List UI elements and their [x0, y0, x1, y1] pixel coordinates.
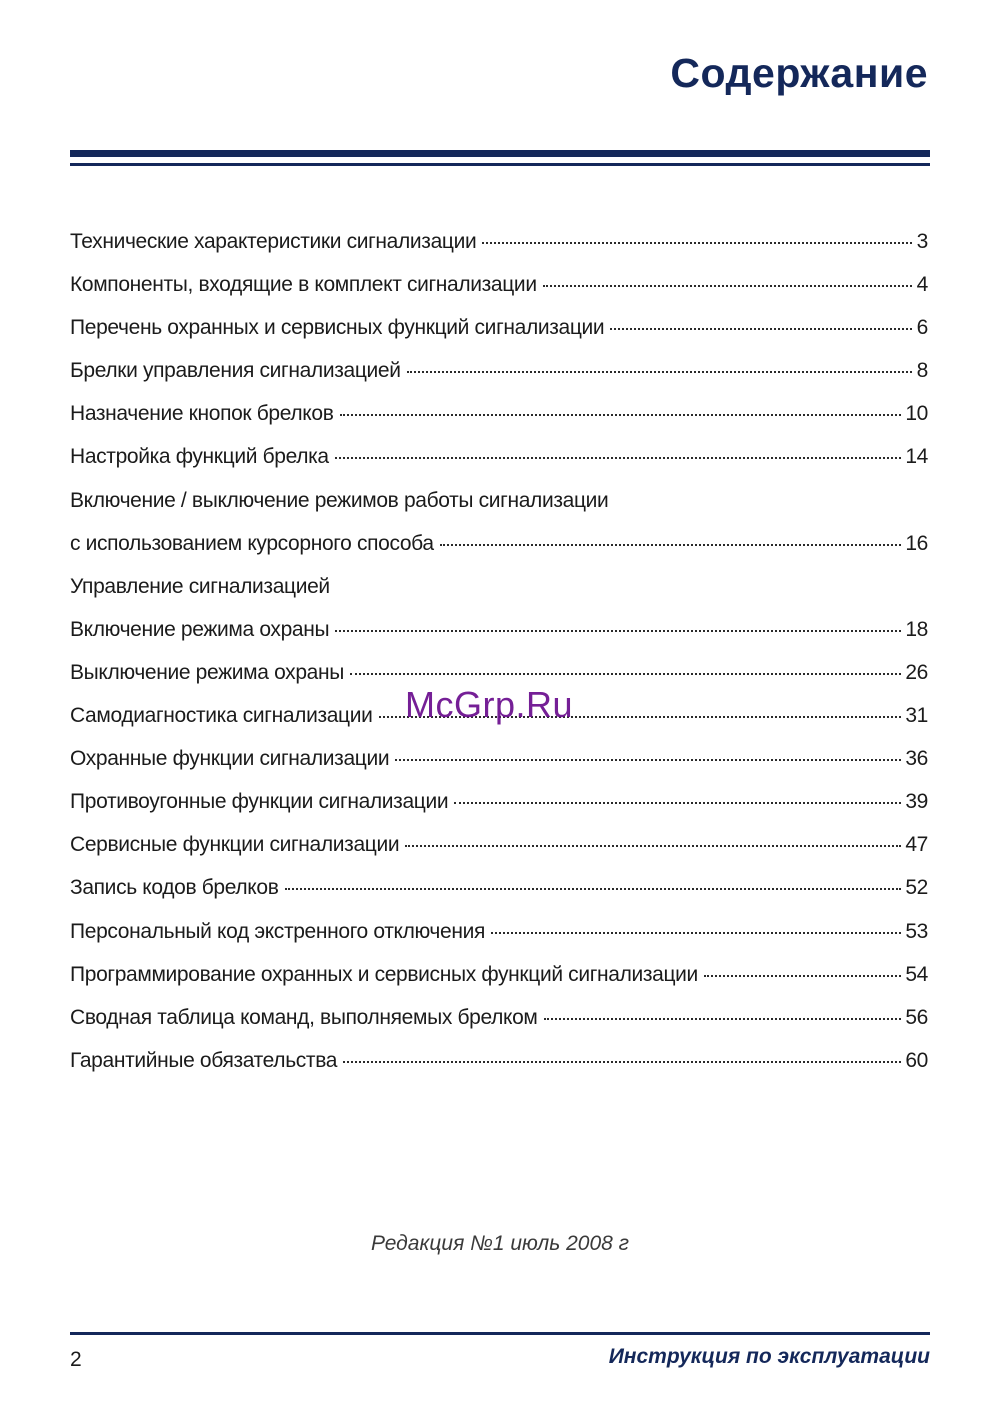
toc-entry[interactable]	[70, 780, 928, 823]
toc-leader-dots	[491, 932, 901, 934]
toc-entry-title: Перечень охранных и сервисных функций сигнализации	[70, 316, 605, 340]
toc-entry[interactable]	[70, 306, 928, 349]
toc-leader-dots	[335, 457, 902, 459]
toc-entry-page: 3	[916, 230, 928, 253]
toc-entry[interactable]	[70, 522, 928, 565]
toc-entry-page: 8	[916, 359, 928, 383]
toc-leader-dots	[343, 1061, 901, 1063]
toc-entry[interactable]	[70, 823, 928, 866]
toc-entry-page: 39	[905, 790, 928, 814]
watermark: McGrp.Ru	[405, 684, 574, 725]
toc-entry-title: Персональный код экстренного отключения	[70, 919, 485, 943]
toc-entry-page: 10	[905, 402, 928, 426]
toc-entry-title: Включение режима охраны	[70, 617, 330, 641]
toc-entry[interactable]	[70, 953, 928, 996]
toc-entry[interactable]	[70, 263, 928, 306]
toc-entry-title: Включение / выключение режимов работы сигнализации	[70, 488, 609, 512]
toc-leader-dots	[610, 328, 912, 330]
toc-entry-title: Управление сигнализацией	[70, 574, 330, 598]
toc-leader-dots	[454, 802, 901, 804]
table-of-contents	[70, 220, 928, 1082]
page-title: Содержание	[670, 50, 928, 96]
toc-entry-title: Настройка функций брелка	[70, 445, 329, 469]
toc-entry-page: 52	[905, 876, 928, 900]
toc-entry-page: 47	[905, 833, 928, 857]
toc-entry-title: Противоугонные функции сигнализации	[70, 790, 449, 814]
footer-rule	[70, 1332, 930, 1335]
toc-entry-title: Гарантийные обязательства	[70, 1048, 338, 1072]
toc-leader-dots	[395, 759, 901, 761]
toc-entry[interactable]	[70, 479, 928, 522]
toc-entry[interactable]	[70, 1039, 928, 1082]
toc-entry-title: Сервисные функции сигнализации	[70, 833, 400, 857]
toc-leader-dots	[543, 285, 912, 287]
toc-entry-title: Охранные функции сигнализации	[70, 747, 390, 771]
footer-title: Инструкция по эксплуатации	[608, 1345, 930, 1368]
toc-leader-dots	[544, 1018, 902, 1020]
toc-entry-page: 54	[905, 962, 928, 986]
toc-entry-page: 31	[905, 704, 928, 728]
toc-entry-page: 60	[905, 1048, 928, 1072]
header-rule-thick	[70, 150, 930, 157]
toc-entry-page: 14	[905, 445, 928, 469]
toc-entry[interactable]	[70, 866, 928, 909]
toc-entry-title: Сводная таблица команд, выполняемых брелком	[70, 1005, 538, 1029]
toc-entry-page: 4	[916, 273, 928, 297]
toc-entry-page: 36	[905, 747, 928, 771]
toc-entry-title: Самодиагностика сигнализации	[70, 704, 373, 728]
toc-entry-page: 56	[905, 1005, 928, 1029]
toc-entry-title: с использованием курсорного способа	[70, 531, 434, 555]
toc-leader-dots	[405, 845, 901, 847]
edition-note: Редакция №1 июль 2008 г	[370, 1232, 630, 1255]
toc-leader-dots	[285, 888, 902, 890]
toc-entry[interactable]	[70, 435, 928, 478]
toc-entry-page: 6	[916, 316, 928, 340]
toc-entry[interactable]	[70, 220, 928, 263]
toc-entry[interactable]	[70, 737, 928, 780]
toc-entry[interactable]	[70, 565, 928, 608]
toc-leader-dots	[440, 544, 902, 546]
toc-entry[interactable]	[70, 608, 928, 651]
toc-entry-title: Технические характеристики сигнализации	[70, 230, 477, 253]
toc-entry-title: Компоненты, входящие в комплект сигнализации	[70, 273, 537, 297]
toc-entry-page: 53	[905, 919, 928, 943]
header-rule-thin	[70, 163, 930, 166]
toc-entry-title: Программирование охранных и сервисных функций сигнализации	[70, 962, 698, 986]
toc-entry-title: Запись кодов брелков	[70, 876, 279, 900]
toc-entry[interactable]	[70, 349, 928, 392]
toc-leader-dots	[335, 630, 901, 632]
toc-entry-page: 26	[905, 660, 928, 684]
toc-entry-title: Выключение режима охраны	[70, 660, 344, 684]
toc-entry[interactable]	[70, 910, 928, 953]
toc-entry[interactable]	[70, 996, 928, 1039]
toc-leader-dots	[704, 975, 901, 977]
toc-entry-title: Брелки управления сигнализацией	[70, 359, 401, 383]
page-number: 2	[70, 1348, 82, 1371]
toc-entry-title: Назначение кнопок брелков	[70, 402, 334, 426]
toc-entry-page: 16	[905, 531, 928, 555]
toc-entry[interactable]	[70, 392, 928, 435]
toc-leader-dots	[482, 242, 912, 244]
toc-leader-dots	[350, 673, 901, 675]
toc-leader-dots	[340, 414, 902, 416]
toc-entry-page: 18	[905, 617, 928, 641]
toc-leader-dots	[407, 371, 912, 373]
